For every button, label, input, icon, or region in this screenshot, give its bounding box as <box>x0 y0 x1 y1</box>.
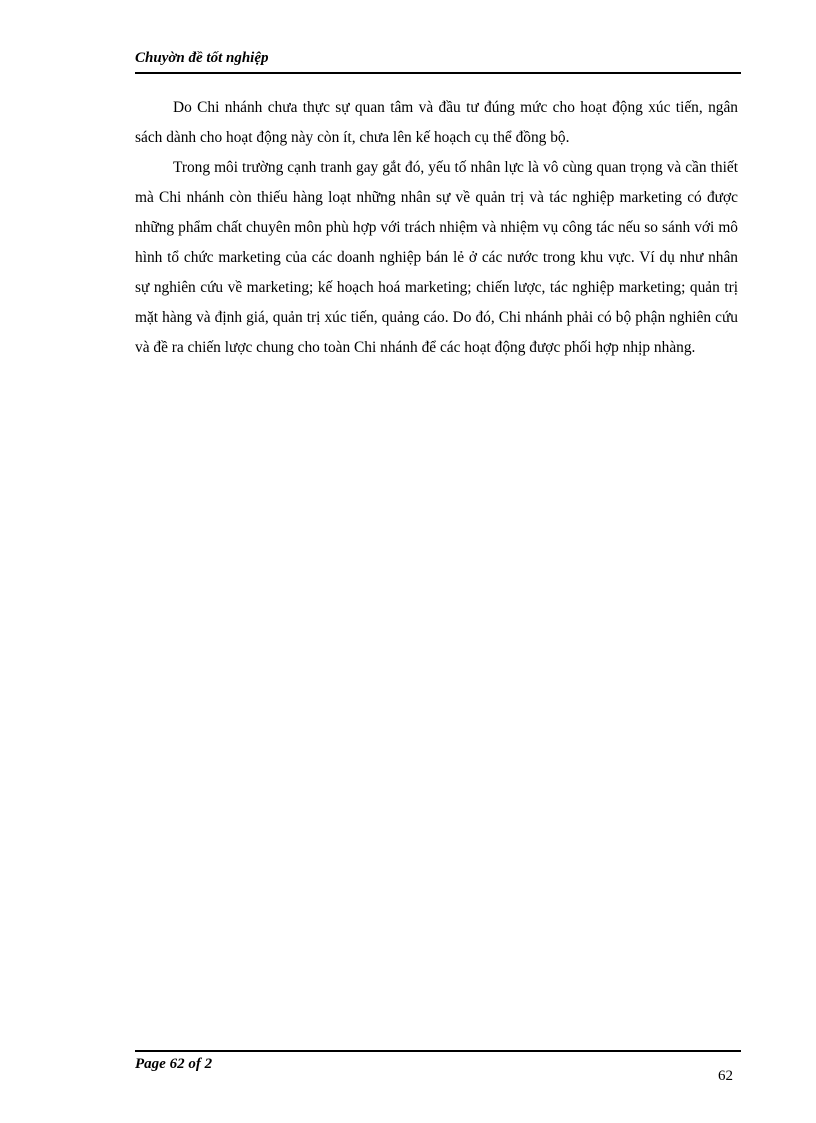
page-number: 62 <box>718 1068 733 1084</box>
page-footer <box>135 1050 741 1084</box>
paragraph: Trong môi trường cạnh tranh gay gắt đó, yếu tố nhân lực là vô cùng quan trọng và cần thiết mà Chi nhánh còn thiếu hàng loạt những nhân sự về quản trị và tác nghiệp marketing có được những phẩm chất chuyên môn phù hợp với trách nhiệm và nhiệm vụ công tác nếu so sánh với mô hình tổ chức marketing của các doanh nghiệp bán lẻ ở các nước trong khu vực. Ví dụ như nhân sự nghiên cứu về marketing; kế hoạch hoá marketing; chiến lược, tác nghiệp marketing; quản trị mặt hàng và định giá, quản trị xúc tiến, quảng cáo. Do đó, Chi nhánh phải có bộ phận nghiên cứu và đề ra chiến lược chung cho toàn Chi nhánh để các hoạt động được phối hợp nhịp nhàng. <box>135 159 738 356</box>
footer-page-label: Page 62 of 2 <box>135 1056 213 1072</box>
document-body <box>135 93 738 363</box>
page-header <box>135 48 741 74</box>
header-title: Chuyờn đề tốt nghiệp <box>135 50 269 66</box>
paragraph: Do Chi nhánh chưa thực sự quan tâm và đầu tư đúng mức cho hoạt động xúc tiến, ngân sách dành cho hoạt động này còn ít, chưa lên kế hoạch cụ thể đồng bộ. <box>135 99 738 146</box>
